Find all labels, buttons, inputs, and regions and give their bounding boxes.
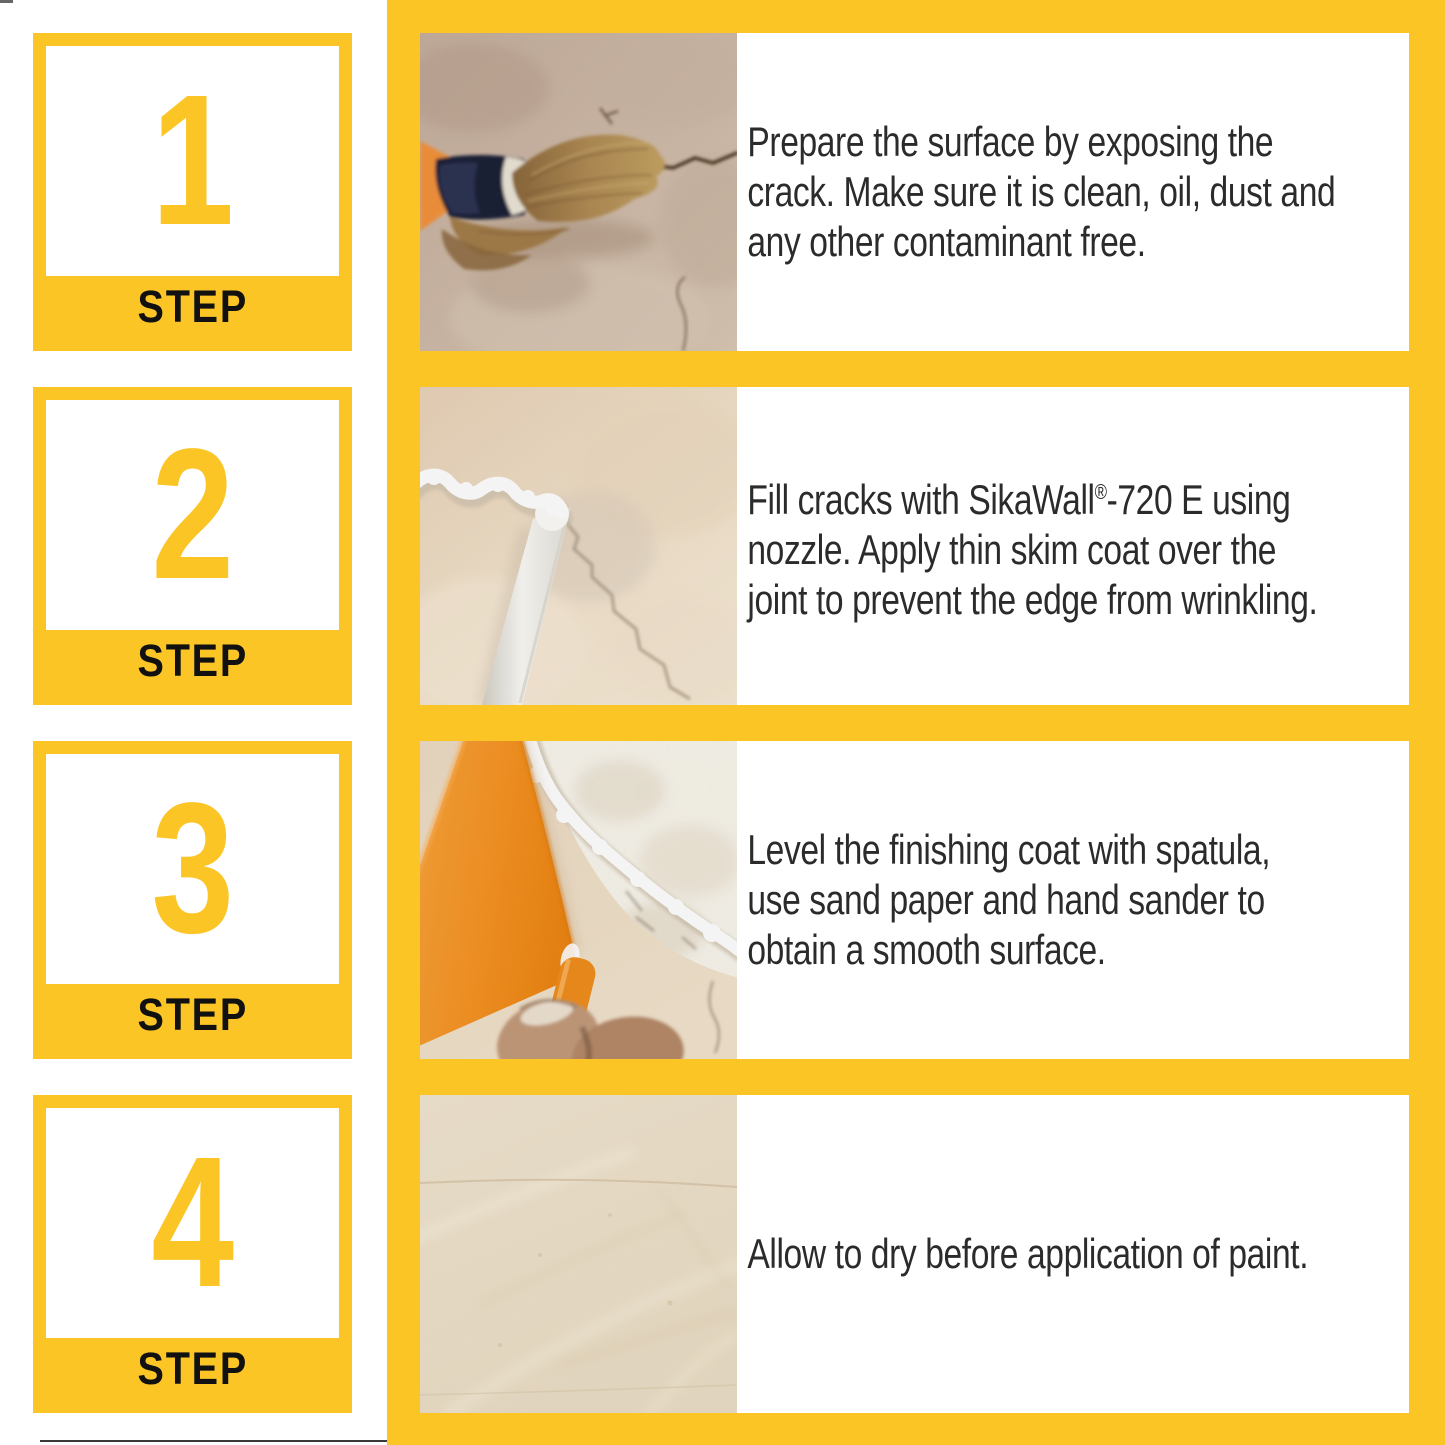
step-1-photo <box>420 33 737 351</box>
step-2-description-text <box>737 468 1317 625</box>
step-2-description <box>737 387 1409 705</box>
registered-trademark-symbol: ® <box>1094 480 1107 504</box>
step-1-number: 1 <box>151 57 234 264</box>
step-3-label: STEP <box>137 989 248 1040</box>
description-text: Fill cracks with SikaWall <box>747 475 1095 523</box>
step-4-description-text <box>737 1229 1308 1279</box>
description-line: use sand paper and hand sander to <box>747 876 1265 923</box>
description-line: nozzle. Apply thin skim coat over the <box>747 525 1277 573</box>
step-3-number-area <box>46 754 339 984</box>
top-edge-crop-artifact <box>0 0 13 3</box>
step-2-photo <box>420 387 737 705</box>
step-2-number: 2 <box>151 411 234 618</box>
description-line: obtain a smooth surface. <box>747 926 1106 973</box>
step-4-photo <box>420 1095 737 1413</box>
paintbrush-crack-image <box>420 33 737 351</box>
step-4-band <box>46 1338 339 1400</box>
step-3-description-text <box>737 825 1275 975</box>
step-3-band <box>46 984 339 1046</box>
step-1-index-card <box>33 33 352 351</box>
step-4-index-card <box>33 1095 352 1413</box>
step-2-index-card <box>33 387 352 705</box>
instructions-panel <box>387 0 1445 1445</box>
description-line: crack. Make sure it is clean, oil, dust and <box>747 168 1336 215</box>
step-1-band <box>46 276 339 338</box>
step-4-label: STEP <box>137 1343 248 1394</box>
bottom-edge-crop-artifact <box>40 1440 387 1442</box>
step-3-photo <box>420 741 737 1059</box>
step-3-description <box>737 741 1409 1059</box>
step-4-description <box>737 1095 1409 1413</box>
step-2-band <box>46 630 339 692</box>
step-2-label: STEP <box>137 635 248 686</box>
step-1-label: STEP <box>137 281 248 332</box>
description-line: joint to prevent the edge from wrinkling. <box>747 575 1318 623</box>
step-2-number-area <box>46 400 339 630</box>
step-1-description <box>737 33 1409 351</box>
description-line: any other contaminant free. <box>747 218 1146 265</box>
step-3-number: 3 <box>151 765 234 972</box>
description-line: Prepare the surface by exposing the <box>747 118 1274 165</box>
filler-nozzle-image <box>420 387 737 705</box>
step-4-number: 4 <box>151 1119 234 1326</box>
step-1-row <box>420 33 1409 351</box>
description-line: Allow to dry before application of paint. <box>747 1230 1309 1277</box>
step-1-number-area <box>46 46 339 276</box>
description-line <box>747 468 1317 525</box>
dried-wall-image <box>420 1095 737 1413</box>
step-3-index-card <box>33 741 352 1059</box>
step-3-row <box>420 741 1409 1059</box>
description-text: -720 E using <box>1106 475 1291 523</box>
step-4-number-area <box>46 1108 339 1338</box>
step-4-row <box>420 1095 1409 1413</box>
step-1-description-text <box>737 117 1335 267</box>
description-line: Level the finishing coat with spatula, <box>747 826 1271 873</box>
step-2-row <box>420 387 1409 705</box>
spatula-leveling-image <box>420 741 737 1059</box>
